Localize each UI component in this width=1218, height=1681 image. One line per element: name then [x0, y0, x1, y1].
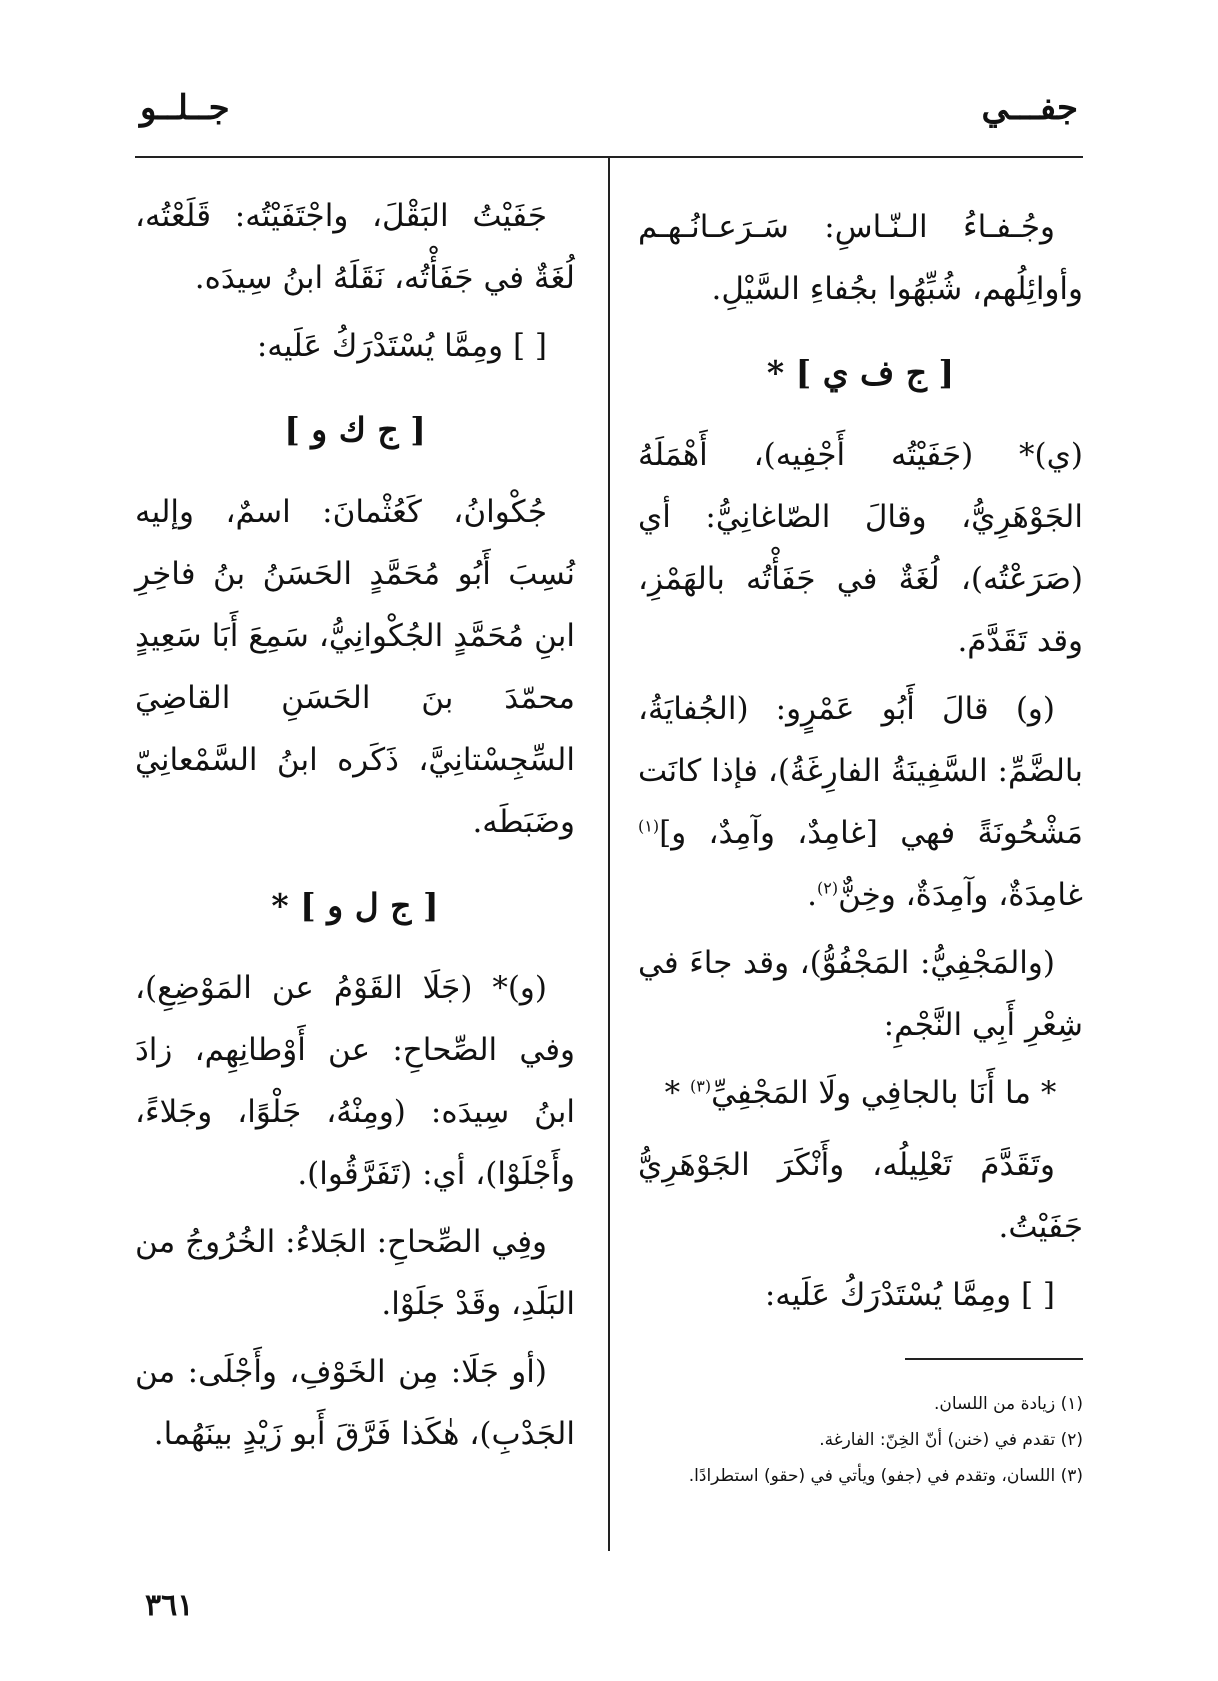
footnote: (٣) اللسان، وتقدم في (جفو) ويأتي في (حقو) استطرادًا.	[688, 1466, 1083, 1486]
footnotes	[638, 1386, 1083, 1494]
paragraph: [ ] ومِمَّا يُسْتَدْرَكُ عَلَيه:	[764, 1277, 1055, 1313]
paragraph: وجُـفـاءُ الـنّـاسِ: سَـرَعـانُـهـم وأوائِلُهم، شُبِّهُوا بجُفاءِ السَّيْلِ.	[638, 209, 1083, 307]
paragraph: (أو جَلَا: مِن الخَوْفِ، وأَجْلَى: من الجَدْبِ)، هٰكَذا فَرَّقَ أَبو زَيْدٍ بينَهُما.	[135, 1354, 575, 1452]
header-left-word: جــلــو	[140, 88, 230, 128]
right-column	[638, 196, 1083, 1332]
paragraph: وفِي الصِّحاحِ: الجَلاءُ: الخُرُوجُ من البَلَدِ، وقَدْ جَلَوْا.	[135, 1224, 575, 1322]
paragraph-text: .	[807, 877, 817, 913]
footnote-mark: (٣)	[689, 1076, 712, 1096]
paragraph-text: غامِدَةٌ، وآمِدَةٌ، وخِنٌّ	[838, 877, 1083, 913]
paragraph: (ي)* (جَفَيْتُه أَجْفِيه)، أَهْمَلَهُ الجَوْهَرِيُّ، وقالَ الصّاغانِيُّ: أي (صَرَعْتُه)، لُغَةٌ في جَفَأْتُه بالهَمْزِ، وقد تَقَدَّمَ.	[638, 437, 1083, 659]
verse	[638, 1062, 1083, 1124]
entry-title: [ ج ك و ]	[284, 410, 426, 449]
footnote-rule	[905, 1358, 1083, 1360]
footnote-mark: (١)	[638, 816, 660, 836]
paragraph: (و)* (جَلَا القَوْمُ عن المَوْضِعِ)، وفي الصِّحاحِ: عن أَوْطانِهِم، زادَ ابنُ سِيدَه: (ومِنْهُ، جَلْوًا، وجَلاءً، وأَجْلَوْا)، أي: (تَفَرَّقُوا).	[135, 970, 575, 1192]
verse-text: *	[664, 1075, 690, 1111]
paragraph: [ ] ومِمَّا يُسْتَدْرَكُ عَلَيه:	[256, 328, 547, 364]
paragraph	[638, 678, 1083, 926]
page-number: ٣٦١	[145, 1588, 194, 1623]
header-right-word: جفـــي	[981, 88, 1078, 128]
column-divider	[608, 158, 610, 1551]
paragraph: (والمَجْفِيُّ: المَجْفُوُّ)، وقد جاءَ في شِعْرِ أَبِي النَّجْمِ:	[638, 945, 1083, 1043]
footnote: (١) زيادة من اللسان.	[933, 1394, 1083, 1414]
entry-title: [ ج ف ي ] *	[766, 353, 955, 392]
left-column	[135, 185, 575, 1471]
footnote: (٢) تقدم في (خنن) أنّ الخِنّ: الفارغة.	[819, 1430, 1083, 1450]
paragraph: جُكْوانُ، كَعُثْمانَ: اسمٌ، وإليه نُسِبَ أَبُو مُحَمَّدٍ الحَسَنُ بنُ فاخِرِ ابنِ مُحَمَّدٍ الجُكْوانِيُّ، سَمِعَ أَبَا سَعِيدٍ محمّدَ بنَ الحَسَنِ القاضِيَ السِّجِسْتانِيَّ، ذَكَره ابنُ السَّمْعانِيّ وضَبَطَه.	[135, 494, 575, 840]
footnote-mark: (٢)	[816, 878, 839, 898]
paragraph: جَفَيْتُ البَقْلَ، واجْتَفَيْتُه: قَلَعْتُه، لُغَةٌ في جَفَأْتُه، نَقَلَهُ ابنُ سِيدَه.	[135, 198, 575, 296]
paragraph-text: (و) قالَ أَبُو عَمْرٍو: (الجُفايَةُ، بالضَّمِّ: السَّفِينَةُ الفارِغَةُ)، فإذا كانَت مَشْحُونَةً فهي [غامِدٌ، وآمِدٌ، و]	[638, 691, 1083, 851]
verse-text: * ما أَنَا بالجافِي ولَا المَجْفِيِّ	[711, 1075, 1057, 1111]
paragraph: وتَقَدَّمَ تَعْلِيلُه، وأَنْكَرَ الجَوْهَرِيُّ جَفَيْتُ.	[638, 1147, 1083, 1245]
entry-title: [ ج ل و ] *	[271, 886, 439, 925]
